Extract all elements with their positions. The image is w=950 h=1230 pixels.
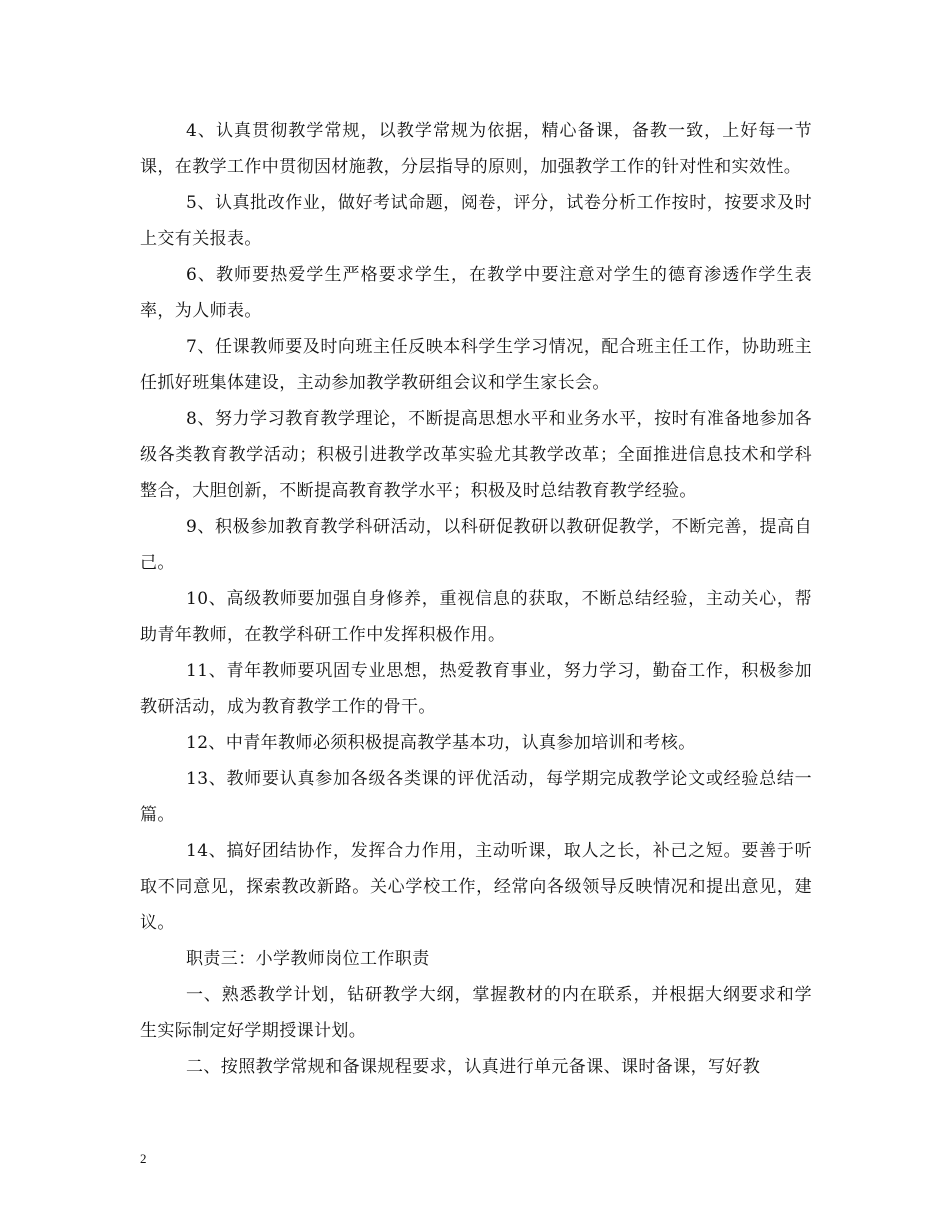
paragraph: 12、中青年教师必须积极提高教学基本功，认真参加培训和考核。: [186, 733, 696, 753]
paragraph: 13、教师要认真参加各级各类课的评优活动，每学期完成教学论文或经验总结一篇。: [140, 769, 812, 825]
paragraph: 5、认真批改作业，做好考试命题，阅卷，评分，试卷分析工作按时，按要求及时上交有关报表。: [140, 193, 812, 249]
document-body: [140, 113, 812, 1085]
paragraph: 10、高级教师要加强自身修养，重视信息的获取，不断总结经验，主动关心，帮助青年教师，在教学科研工作中发挥积极作用。: [140, 589, 812, 645]
page-number: 2: [140, 1151, 147, 1166]
paragraph: 一、熟悉教学计划，钻研教学大纲，掌握教材的内在联系，并根据大纲要求和学生实际制定好学期授课计划。: [140, 985, 812, 1041]
section-heading: 职责三：小学教师岗位工作职责: [186, 949, 430, 969]
paragraph: 6、教师要热爱学生严格要求学生，在教学中要注意对学生的德育渗透作学生表率，为人师表。: [140, 265, 812, 321]
paragraph: 8、努力学习教育教学理论，不断提高思想水平和业务水平，按时有准备地参加各级各类教育教学活动；积极引进教学改革实验尤其教学改革；全面推进信息技术和学科整合，大胆创新，不断提高教育教学水平；积极及时总结教育教学经验。: [140, 409, 812, 501]
paragraph: 14、搞好团结协作，发挥合力作用，主动听课，取人之长，补己之短。要善于听取不同意见，探索教改新路。关心学校工作，经常向各级领导反映情况和提出意见，建议。: [140, 841, 812, 933]
paragraph: 11、青年教师要巩固专业思想，热爱教育事业，努力学习，勤奋工作，积极参加教研活动，成为教育教学工作的骨干。: [140, 661, 812, 717]
paragraph: 4、认真贯彻教学常规，以教学常规为依据，精心备课，备教一致，上好每一节课，在教学工作中贯彻因材施教，分层指导的原则，加强教学工作的针对性和实效性。: [140, 121, 812, 177]
paragraph: 7、任课教师要及时向班主任反映本科学生学习情况，配合班主任工作，协助班主任抓好班集体建设，主动参加教学教研组会议和学生家长会。: [140, 337, 812, 393]
paragraph: 二、按照教学常规和备课规程要求，认真进行单元备课、课时备课，写好教: [186, 1057, 761, 1077]
paragraph: 9、积极参加教育教学科研活动，以科研促教研以教研促教学，不断完善，提高自己。: [140, 517, 812, 573]
